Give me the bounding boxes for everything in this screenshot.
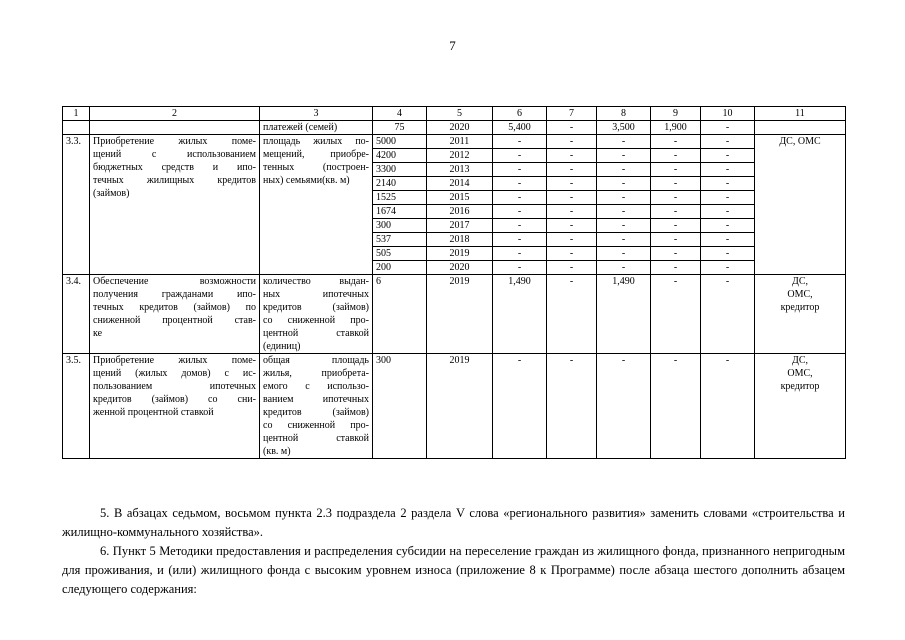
measure-name-line: Приобретение жилых поме- <box>93 136 256 147</box>
table-cell: - <box>493 149 547 163</box>
table-cell <box>63 121 90 135</box>
table-cell: 1,900 <box>651 121 701 135</box>
measure-name-line: (займов) <box>93 188 130 199</box>
table-cell: - <box>547 205 597 219</box>
table-cell: - <box>547 247 597 261</box>
indicator-name-line: со сниженной про- <box>263 315 369 326</box>
table-cell: - <box>597 191 651 205</box>
row-number: 3.3. <box>63 135 90 275</box>
table-cell: - <box>493 163 547 177</box>
table-cell: - <box>493 177 547 191</box>
column-header: 2 <box>90 107 260 121</box>
table-cell: 2015 <box>427 191 493 205</box>
table-cell: - <box>597 247 651 261</box>
table-cell: 300 <box>373 354 427 459</box>
row-number: 3.4. <box>63 275 90 354</box>
measure-name-line: пользованием ипотечных <box>93 381 256 392</box>
table-cell: 505 <box>373 247 427 261</box>
table-cell: - <box>597 177 651 191</box>
table-cell: - <box>493 191 547 205</box>
funding-source-line: ДС, ОМС <box>779 136 821 147</box>
funding-source-line: ДС, <box>792 355 808 366</box>
table-cell: - <box>547 275 597 354</box>
measure-name-line: ке <box>93 328 103 339</box>
table-cell: 2018 <box>427 233 493 247</box>
indicator-name-line: ванием ипотечных <box>263 394 369 405</box>
table-cell: - <box>651 177 701 191</box>
funding-source-line: кредитор <box>780 381 820 392</box>
indicator-name <box>260 354 373 459</box>
indicator-name-line: емого с использо- <box>263 381 369 392</box>
table-cell: - <box>701 163 755 177</box>
funding-source-line: ОМС, <box>787 289 813 300</box>
funding-source <box>755 275 846 354</box>
table-cell: - <box>493 354 547 459</box>
table-cell: - <box>651 275 701 354</box>
table-cell: - <box>493 247 547 261</box>
indicator-name <box>260 135 373 275</box>
table-cell: 2020 <box>427 261 493 275</box>
measure-name <box>90 354 260 459</box>
table-cell: 2140 <box>373 177 427 191</box>
table-cell: - <box>701 354 755 459</box>
indicator-name-line: центной ставкой <box>263 433 369 444</box>
indicator-name-line: (единиц) <box>263 341 301 352</box>
measure-name-line: Приобретение жилых поме- <box>93 355 256 366</box>
measure-name-line: женной процентной ставкой <box>93 407 214 418</box>
table-cell: - <box>547 177 597 191</box>
table-cell: - <box>597 163 651 177</box>
table-cell: 300 <box>373 219 427 233</box>
table-cell: 2019 <box>427 275 493 354</box>
column-header: 3 <box>260 107 373 121</box>
indicator-name <box>260 275 373 354</box>
table-cell: - <box>701 121 755 135</box>
table-cell: - <box>651 219 701 233</box>
table-cell: 3300 <box>373 163 427 177</box>
table-cell: - <box>651 135 701 149</box>
indicator-name-line: кредитов (займов) <box>263 302 369 313</box>
table-cell: платежей (семей) <box>260 121 373 135</box>
table-cell: 4200 <box>373 149 427 163</box>
measure-name-line: бюджетных средств и ипо- <box>93 162 256 173</box>
funding-source-line: ДС, <box>792 276 808 287</box>
table-cell: - <box>701 219 755 233</box>
table-cell: 200 <box>373 261 427 275</box>
paragraph-5 <box>62 504 845 542</box>
table-cell: - <box>651 354 701 459</box>
table-body <box>63 107 846 459</box>
table-cell: 2016 <box>427 205 493 219</box>
indicator-name-line: (кв. м) <box>263 446 291 457</box>
table-cell: - <box>597 149 651 163</box>
measure-name-line: течных жилищных кредитов <box>93 175 256 186</box>
column-header: 6 <box>493 107 547 121</box>
table-cell: - <box>701 261 755 275</box>
table-cell: - <box>547 163 597 177</box>
table-cell: - <box>701 247 755 261</box>
column-header: 1 <box>63 107 90 121</box>
table-cell: - <box>597 135 651 149</box>
table-cell: 2011 <box>427 135 493 149</box>
table-cell: - <box>547 354 597 459</box>
indicator-name-line: мещений, приобре- <box>263 149 369 160</box>
table-row <box>63 354 846 459</box>
table-cell: 2013 <box>427 163 493 177</box>
indicator-name-line: ных ипотечных <box>263 289 369 300</box>
table-cell: - <box>547 191 597 205</box>
table-cell: - <box>547 121 597 135</box>
funding-source <box>755 135 846 275</box>
table-row <box>63 121 846 135</box>
table-cell: 5000 <box>373 135 427 149</box>
table-cell <box>90 121 260 135</box>
indicators-table <box>62 106 846 459</box>
measure-name <box>90 135 260 275</box>
table-cell: 2012 <box>427 149 493 163</box>
row-number: 3.5. <box>63 354 90 459</box>
table-cell: - <box>597 261 651 275</box>
table-cell: 2017 <box>427 219 493 233</box>
column-header: 9 <box>651 107 701 121</box>
table-cell: - <box>493 219 547 233</box>
table-cell: 1525 <box>373 191 427 205</box>
column-header: 11 <box>755 107 846 121</box>
table-cell: - <box>701 275 755 354</box>
funding-source-line: кредитор <box>780 302 820 313</box>
column-header: 4 <box>373 107 427 121</box>
table-cell: - <box>597 205 651 219</box>
table-cell: - <box>701 191 755 205</box>
table-cell: - <box>701 205 755 219</box>
column-header: 10 <box>701 107 755 121</box>
indicator-name-line: жилья, приобрета- <box>263 368 369 379</box>
measure-name-line: щений с использованием <box>93 149 256 160</box>
indicator-name-line: площадь жилых по- <box>263 136 369 147</box>
indicator-name-line: со сниженной про- <box>263 420 369 431</box>
table-cell: - <box>651 191 701 205</box>
table-cell: - <box>493 205 547 219</box>
measure-name-line: щений (жилых домов) с ис- <box>93 368 256 379</box>
indicator-name-line: центной ставкой <box>263 328 369 339</box>
table-cell: - <box>493 261 547 275</box>
table-cell: - <box>651 261 701 275</box>
paragraph-text: 6. Пункт 5 Методики предоставления и распределения субсидии на переселение граждан из жилищного фонда, признанного непригодным для проживания, и (или) жилищного фонда с высоким уровнем износа (приложение 8 к Программе) после абзаца шестого дополнить абзацем следующего содержания: <box>62 544 845 596</box>
measure-name-line: получения гражданами ипо- <box>93 289 256 300</box>
table-cell: - <box>701 233 755 247</box>
indicator-name-line: ных) семьями(кв. м) <box>263 175 350 186</box>
table-cell <box>755 121 846 135</box>
column-header: 7 <box>547 107 597 121</box>
table-cell: - <box>651 163 701 177</box>
funding-source <box>755 354 846 459</box>
indicator-name-line: кредитов (займов) <box>263 407 369 418</box>
table-cell: 2019 <box>427 354 493 459</box>
table-row <box>63 275 846 354</box>
table-cell: - <box>547 219 597 233</box>
table-cell: - <box>547 261 597 275</box>
table-cell: - <box>493 233 547 247</box>
funding-source-line: ОМС, <box>787 368 813 379</box>
table-cell: 5,400 <box>493 121 547 135</box>
column-header: 5 <box>427 107 493 121</box>
table-cell: - <box>701 177 755 191</box>
table-cell: 537 <box>373 233 427 247</box>
measure-name-line: сниженной процентной став- <box>93 315 256 326</box>
measure-name-line: кредитов (займов) со сни- <box>93 394 256 405</box>
indicator-name-line: тенных (построен- <box>263 162 369 173</box>
table-cell: 3,500 <box>597 121 651 135</box>
indicator-name-line: количество выдан- <box>263 276 369 287</box>
table-cell: - <box>651 233 701 247</box>
table-cell: - <box>597 219 651 233</box>
header-row <box>63 107 846 121</box>
table-cell: 75 <box>373 121 427 135</box>
table-cell: 1,490 <box>493 275 547 354</box>
table-cell: - <box>701 135 755 149</box>
paragraph-text: 5. В абзацах седьмом, восьмом пункта 2.3 подраздела 2 раздела V слова «регионального развития» заменить словами «строительства и жилищно-коммунального хозяйства». <box>62 506 845 539</box>
table-cell: - <box>547 233 597 247</box>
table-cell: 2014 <box>427 177 493 191</box>
indicator-name-line: общая площадь <box>263 355 369 366</box>
table-cell: 2019 <box>427 247 493 261</box>
table-cell: 1674 <box>373 205 427 219</box>
page-number: 7 <box>449 38 456 53</box>
table-cell: - <box>547 135 597 149</box>
table-cell: - <box>701 149 755 163</box>
table-cell: - <box>651 205 701 219</box>
table-cell: - <box>597 233 651 247</box>
table-cell: 1,490 <box>597 275 651 354</box>
table-row <box>63 135 846 149</box>
table-cell: - <box>493 135 547 149</box>
table-cell: - <box>547 149 597 163</box>
table-cell: - <box>651 247 701 261</box>
paragraph-6 <box>62 542 845 599</box>
measure-name-line: течных кредитов (займов) по <box>93 302 256 313</box>
measure-name <box>90 275 260 354</box>
table-cell: 6 <box>373 275 427 354</box>
table-cell: - <box>651 149 701 163</box>
table-cell: - <box>597 354 651 459</box>
table-cell: 2020 <box>427 121 493 135</box>
measure-name-line: Обеспечение возможности <box>93 276 256 287</box>
column-header: 8 <box>597 107 651 121</box>
